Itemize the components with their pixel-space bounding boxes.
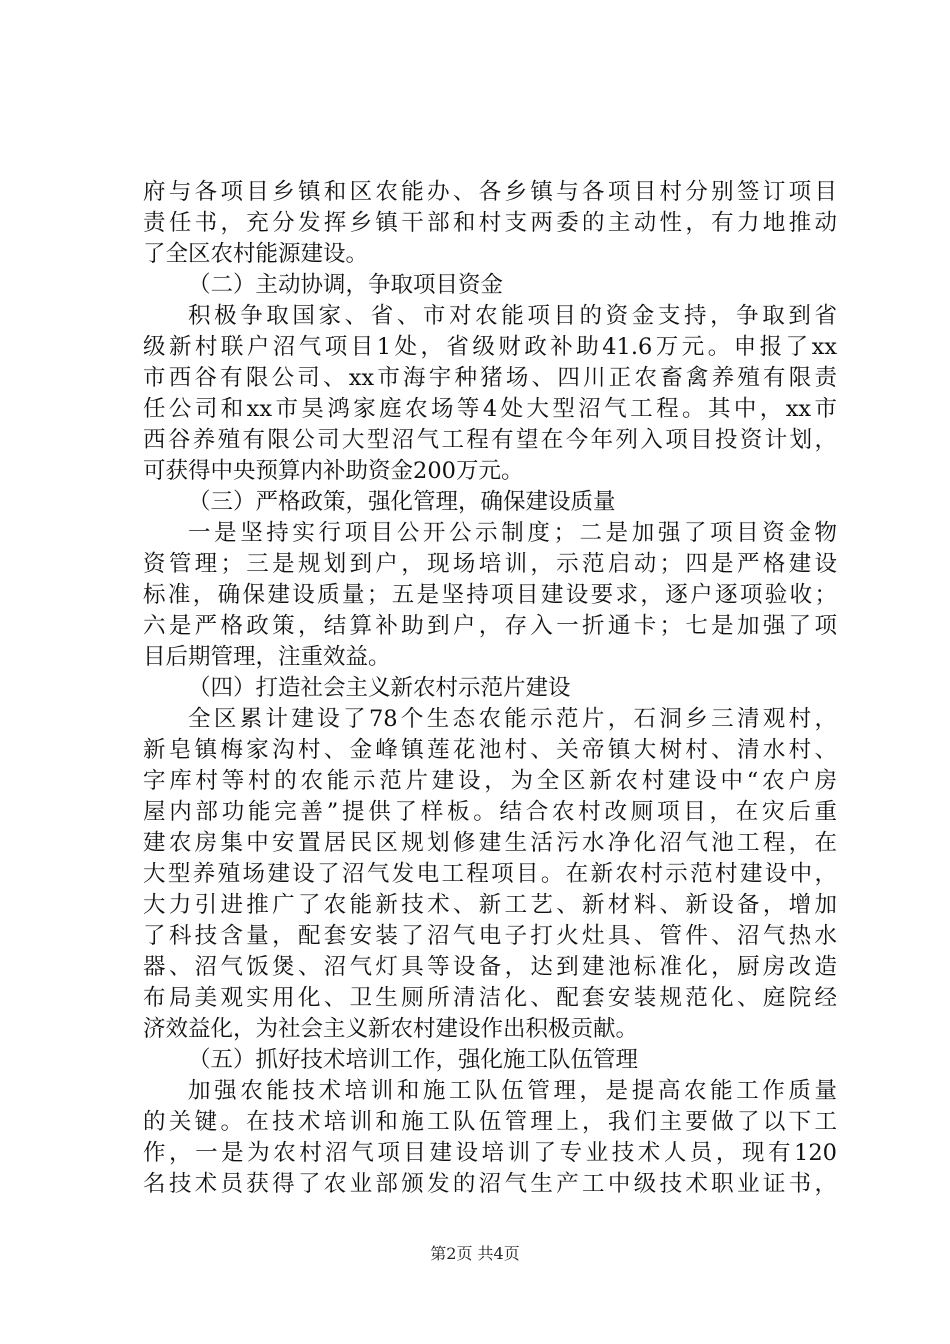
paragraph-line: 全区累计建设了78个生态农能示范片，石洞乡三清观村，	[188, 706, 837, 732]
page-footer: 第2页 共4页	[430, 1244, 520, 1263]
paragraph-line: 大型养殖场建设了沼气发电工程项目。在新农村示范村建设中，	[143, 861, 837, 887]
paragraph-line: 府与各项目乡镇和区农能办、各乡镇与各项目村分别签订项目	[143, 179, 837, 205]
paragraph-line: 了全区农村能源建设。	[143, 241, 369, 267]
paragraph-line: 市西谷有限公司、xx市海宇种猪场、四川正农畜禽养殖有限责	[143, 365, 837, 391]
section-heading: （二）主动协调，争取项目资金	[188, 272, 504, 298]
paragraph-line: 新皂镇梅家沟村、金峰镇莲花池村、关帝镇大树村、清水村、	[143, 737, 837, 763]
paragraph-line: 一是坚持实行项目公开公示制度；二是加强了项目资金物	[188, 520, 837, 546]
section-heading: （三）严格政策，强化管理，确保建设质量	[188, 489, 616, 515]
paragraph-line: 积极争取国家、省、市对农能项目的资金支持，争取到省	[188, 303, 837, 329]
paragraph-line: 六是严格政策，结算补助到户，存入一折通卡；七是加强了项	[143, 613, 837, 639]
paragraph-line: 器、沼气饭煲、沼气灯具等设备，达到建池标准化，厨房改造	[143, 954, 837, 980]
paragraph-line: 了科技含量，配套安装了沼气电子打火灶具、管件、沼气热水	[143, 923, 837, 949]
paragraph-line: 责任书，充分发挥乡镇干部和村支两委的主动性，有力地推动	[143, 210, 837, 236]
paragraph-line: 可获得中央预算内补助资金200万元。	[143, 458, 524, 484]
paragraph-line: 标准，确保建设质量；五是坚持项目建设要求，逐户逐项验收；	[143, 582, 837, 608]
section-heading: （五）抓好技术培训工作，强化施工队伍管理	[188, 1047, 639, 1073]
section-heading: （四）打造社会主义新农村示范片建设	[188, 675, 571, 701]
paragraph-line: 加强农能技术培训和施工队伍管理，是提高农能工作质量	[188, 1078, 837, 1104]
paragraph-line: 济效益化，为社会主义新农村建设作出积极贡献。	[143, 1016, 639, 1042]
document-body	[143, 177, 837, 1200]
paragraph-line: 名技术员获得了农业部颁发的沼气生产工中级技术职业证书，	[143, 1171, 837, 1197]
paragraph-line: 布局美观实用化、卫生厕所清洁化、配套安装规范化、庭院经	[143, 985, 837, 1011]
paragraph-line: 目后期管理，注重效益。	[143, 644, 391, 670]
paragraph-line: 任公司和xx市昊鸿家庭农场等4处大型沼气工程。其中，xx市	[143, 396, 837, 422]
paragraph-line: 西谷养殖有限公司大型沼气工程有望在今年列入项目投资计划，	[143, 427, 837, 453]
paragraph-line: 字库村等村的农能示范片建设，为全区新农村建设中“农户房	[143, 768, 837, 794]
paragraph-line: 资管理；三是规划到户，现场培训，示范启动；四是严格建设	[143, 551, 837, 577]
paragraph-line: 大力引进推广了农能新技术、新工艺、新材料、新设备，增加	[143, 892, 837, 918]
paragraph-line: 级新村联户沼气项目1处，省级财政补助41.6万元。申报了xx	[143, 334, 837, 360]
paragraph-line: 作，一是为农村沼气项目建设培训了专业技术人员，现有120	[143, 1140, 837, 1166]
paragraph-line: 建农房集中安置居民区规划修建生活污水净化沼气池工程，在	[143, 830, 837, 856]
paragraph-line: 的关键。在技术培训和施工队伍管理上，我们主要做了以下工	[143, 1109, 837, 1135]
paragraph-line: 屋内部功能完善”提供了样板。结合农村改厕项目，在灾后重	[143, 799, 837, 825]
